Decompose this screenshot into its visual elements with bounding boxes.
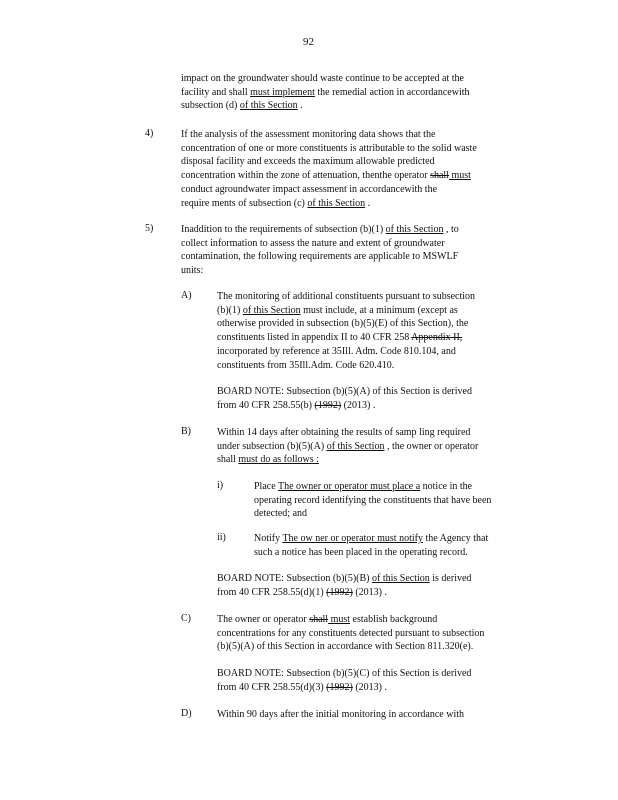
item-d-number: D) [181,708,192,719]
intro-paragraph [181,72,521,113]
item-5-line-4: units: [181,265,204,277]
item-a-line-6: constituents from 35Ill.Adm. Code 620.410. [217,359,395,371]
intro-line-3: subsection (d) of this Section . [181,100,303,112]
intro-line-2: facility and shall must implement the remedial action in accordancewith [181,86,470,98]
item-4-line-2: concentration of one or more constituents is attributable to the solid waste [181,142,477,154]
item-a-line-1: The monitoring of additional constituents pursuant to subsection [217,291,476,302]
item-b-i-line-3: detected; and [254,508,308,520]
item-a-line-4: constituents listed in appendix II to 40 CFR 258 Appendix II, [217,332,463,344]
item-c-line-2: concentrations for any constituents detected pursuant to subsection [217,627,485,639]
item-b-board-note [217,572,527,599]
item-5-line-2: collect information to assess the nature and extent of groundwater [181,237,445,249]
item-b-ii-line-2: such a notice has been placed in the operating record. [254,546,468,558]
item-c-note-line-1: BOARD NOTE: Subsection (b)(5)(C) of this Section is derived [217,668,472,679]
item-b-line-2: under subsection (b)(5)(A) of this Section , the owner or operator [217,440,479,452]
item-c-line-3: (b)(5)(A) of this Section in accordance with Section 811.320(e). [217,641,474,653]
item-b-ii-line-1: Notify The ow ner or operator must notify the Agency that [254,533,489,544]
item-b-ii-number: ii) [217,532,226,543]
item-a-board-note [217,385,527,412]
item-5-line-1: Inaddition to the requirements of subsection (b)(1) of this Section , to [181,224,459,235]
item-c-paragraph [217,613,532,654]
item-5-paragraph [181,223,521,278]
item-c-board-note [217,667,527,694]
item-a-line-2: (b)(1) of this Section must include, at a minimum (except as [217,304,458,316]
item-4-number: 4) [145,128,154,139]
item-b-i-line-2: operating record identifying the constituents that have been [254,494,492,506]
item-b-i-line-1: Place The owner or operator must place a notice in the [254,481,473,492]
item-b-paragraph [217,426,527,467]
item-d-line-1: Within 90 days after the initial monitoring in accordance with [217,709,465,720]
item-b-i-number: i) [217,480,224,491]
item-a-note-line-2: from 40 CFR 258.55(b) (1992) (2013) . [217,399,376,411]
item-b-line-1: Within 14 days after obtaining the results of samp ling required [217,427,471,438]
item-5-number: 5) [145,223,154,234]
item-a-line-5: incorporated by reference at 35Ill. Adm. Code 810.104, and [217,345,456,357]
item-b-number: B) [181,426,191,437]
item-4-line-1: If the analysis of the assessment monitoring data shows that the [181,129,436,140]
intro-line-1: impact on the groundwater should waste continue to be accepted at the [181,73,464,84]
item-b-note-line-1: BOARD NOTE: Subsection (b)(5)(B) of this Section is derived [217,573,472,584]
item-5-line-3: contamination, the following requirements are applicable to MSWLF [181,251,459,263]
item-a-number: A) [181,290,192,301]
item-b-note-line-2: from 40 CFR 258.55(d)(1) (1992) (2013) . [217,586,388,598]
item-4-line-5: conduct agroundwater impact assessment in accordancewith the [181,183,438,195]
page-number: 92 [303,36,314,48]
item-4-line-4: concentration within the zone of attenuation, thenthe operator shall must [181,170,471,182]
item-c-note-line-2: from 40 CFR 258.55(d)(3) (1992) (2013) . [217,681,388,693]
item-b-line-3: shall must do as follows : [217,454,319,466]
item-a-note-line-1: BOARD NOTE: Subsection (b)(5)(A) of this Section is derived [217,386,472,397]
item-a-paragraph [217,290,527,372]
item-4-paragraph [181,128,531,210]
item-4-line-6: require ments of subsection (c) of this Section . [181,197,371,209]
item-c-number: C) [181,613,191,624]
item-d-paragraph [217,708,527,722]
item-c-line-1: The owner or operator shall must establish background [217,614,438,625]
item-4-line-3: disposal facility and exceeds the maximum allowable predicted [181,156,435,168]
item-b-ii-paragraph [254,532,539,559]
item-a-line-3: otherwise provided in subsection (b)(5)(E) of this Section), the [217,318,469,330]
item-b-i-paragraph [254,480,539,521]
